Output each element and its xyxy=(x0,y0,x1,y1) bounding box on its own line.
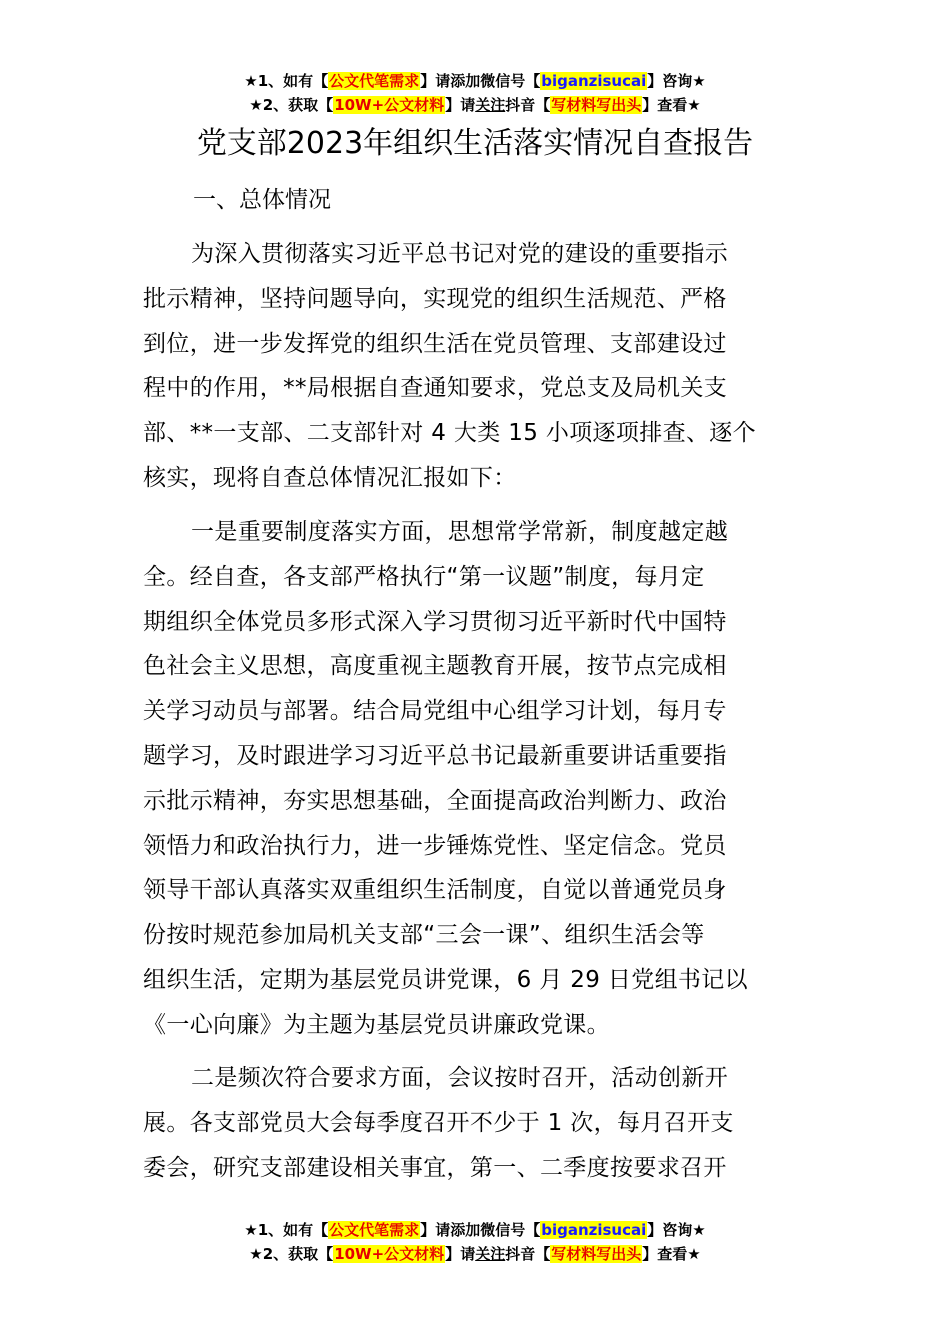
paragraph-line: 到位，进一步发挥党的组织生活在党员管理、支部建设过 xyxy=(143,330,727,357)
promo-text: 抖音【 xyxy=(505,96,551,114)
promo-line-1-top xyxy=(0,70,950,92)
promo-text: 】请 xyxy=(445,1245,476,1263)
promo-line-2-top xyxy=(0,94,950,116)
document-title: 党支部2023年组织生活落实情况自查报告 xyxy=(196,126,754,161)
promo-line-2-bottom xyxy=(0,1243,950,1265)
promo-text: 抖音【 xyxy=(505,1245,551,1263)
paragraph-line: 领导干部认真落实双重组织生活制度，自觉以普通党员身 xyxy=(143,877,727,904)
paragraph-line: 《一心向廉》为主题为基层党员讲廉政党课。 xyxy=(143,1011,610,1038)
promo-text: 】请 xyxy=(445,96,476,114)
paragraph-line: 示批示精神，夯实思想基础，全面提高政治判断力、政治 xyxy=(143,787,727,814)
paragraph-line: 展。各支部党员大会每季度召开不少于 1 次，每月召开支 xyxy=(143,1109,734,1136)
paragraph-line: 为深入贯彻落实习近平总书记对党的建设的重要指示 xyxy=(191,241,729,267)
douyin-account: 写材料写出头 xyxy=(551,96,642,114)
promo-prefix: ★2、获取【 xyxy=(249,1245,334,1263)
promo-highlight: 10W+公文材料 xyxy=(334,1245,445,1263)
wechat-id: biganzisucai xyxy=(541,72,647,90)
paragraph-line: 二是频次符合要求方面，会议按时召开，活动创新开 xyxy=(191,1065,729,1091)
promo-highlight: 10W+公文材料 xyxy=(334,96,445,114)
promo-highlight: 公文代笔需求 xyxy=(329,72,420,90)
promo-suffix: 】咨询★ xyxy=(647,1221,706,1239)
paragraph-line: 组织生活，定期为基层党员讲党课，6 月 29 日党组书记以 xyxy=(143,966,748,993)
paragraph-line: 领悟力和政治执行力，进一步锤炼党性、坚定信念。党员 xyxy=(143,832,727,859)
promo-prefix: ★1、如有【 xyxy=(244,1221,329,1239)
paragraph-line: 期组织全体党员多形式深入学习贯彻习近平新时代中国特 xyxy=(143,608,727,635)
paragraph-line: 部、**一支部、二支部针对 4 大类 15 小项逐项排查、逐个 xyxy=(143,420,756,447)
paragraph-2 xyxy=(143,510,811,1048)
paragraph-3 xyxy=(143,1056,811,1190)
wechat-id: biganzisucai xyxy=(541,1221,647,1239)
paragraph-line: 色社会主义思想，高度重视主题教育开展，按节点完成相 xyxy=(143,653,727,680)
paragraph-line: 批示精神，坚持问题导向，实现党的组织生活规范、严格 xyxy=(143,285,727,312)
paragraph-line: 全。经自查，各支部严格执行“第一议题”制度，每月定 xyxy=(143,563,705,590)
paragraph-line: 核实，现将自查总体情况汇报如下： xyxy=(143,464,517,491)
promo-text: 】请添加微信号【 xyxy=(420,72,541,90)
promo-follow: 关注 xyxy=(475,96,506,114)
promo-suffix: 】查看★ xyxy=(642,96,701,114)
promo-text: 】请添加微信号【 xyxy=(420,1221,541,1239)
paragraph-line: 关学习动员与部署。结合局党组中心组学习计划，每月专 xyxy=(143,698,727,725)
promo-highlight: 公文代笔需求 xyxy=(329,1221,420,1239)
promo-prefix: ★2、获取【 xyxy=(249,96,334,114)
paragraph-line: 委会，研究支部建设相关事宜，第一、二季度按要求召开 xyxy=(143,1154,727,1181)
paragraph-1 xyxy=(143,232,811,501)
promo-line-1-bottom xyxy=(0,1219,950,1241)
paragraph-line: 题学习，及时跟进学习习近平总书记最新重要讲话重要指 xyxy=(143,742,727,769)
paragraph-line: 一是重要制度落实方面，思想常学常新，制度越定越 xyxy=(191,519,729,545)
promo-follow: 关注 xyxy=(475,1245,506,1263)
douyin-account: 写材料写出头 xyxy=(551,1245,642,1263)
paragraph-line: 程中的作用，**局根据自查通知要求，党总支及局机关支 xyxy=(143,375,728,402)
promo-suffix: 】咨询★ xyxy=(647,72,706,90)
paragraph-line: 份按时规范参加局机关支部“三会一课”、组织生活会等 xyxy=(143,922,705,949)
promo-suffix: 】查看★ xyxy=(642,1245,701,1263)
promo-prefix: ★1、如有【 xyxy=(244,72,329,90)
section-heading: 一、总体情况 xyxy=(193,187,331,213)
